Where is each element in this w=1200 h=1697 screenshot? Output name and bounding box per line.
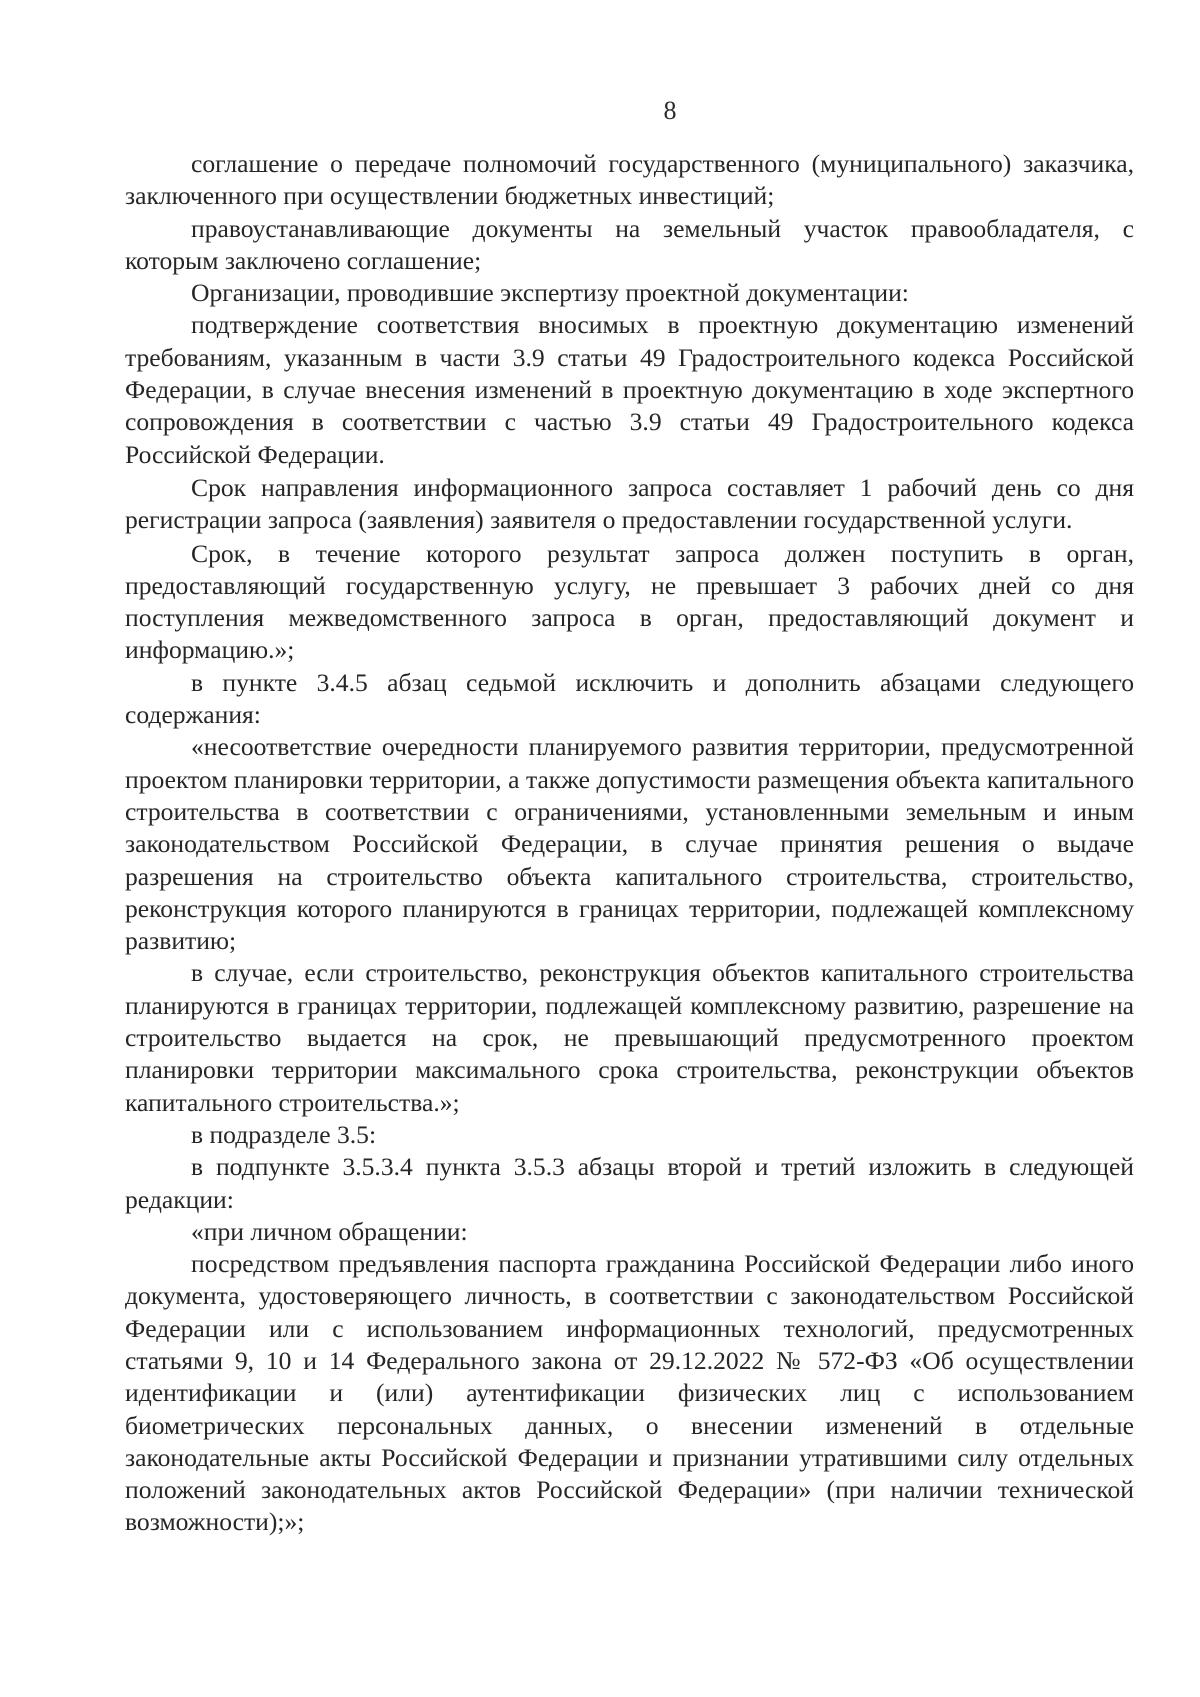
paragraph-conformity-confirmation: подтверждение соответствия вносимых в проектную документацию изменений требованиям, указанным в части 3.9 статьи 49 Градостроительного кодекса Российской Федерации, в случае внесения изменений в проектную документацию в ходе экспертного сопровождения в соответствии с частью 3.9 статьи 49 Градостроительного кодекса Российской Федерации. — [125, 310, 1134, 469]
paragraph-passport-identification: посредством предъявления паспорта гражданина Российской Федерации либо иного документа, удостоверяющего личность, в соответствии с законодательством Российской Федерации или с использованием информационных технологий, предусмотренных статьями 9, 10 и 14 Федерального закона от 29.12.2022 № 572-ФЗ «Об осуществлении идентификации и (или) аутентификации физических лиц с использованием биометрических персональных данных, о внесении изменений в отдельные законодательные акты Российской Федерации и признании утратившими силу отдельных положений законодательных актов Российской Федерации» (при наличии технической возможности);»; — [125, 1249, 1134, 1537]
paragraph-construction-permit-term: в случае, если строительство, реконструкция объектов капитального строительства планируются в границах территории, подлежащей комплексному развитию, разрешение на строительство выдается на срок, не превышающий предусмотренного проектом планировки территории максимального срока строительства, реконструкции объектов капитального строительства.»; — [125, 958, 1134, 1117]
paragraph-subclause-3-5-3-4: в подпункте 3.5.3.4 пункта 3.5.3 абзацы второй и третий изложить в следующей редакции: — [125, 1152, 1134, 1214]
document-body — [125, 148, 1134, 1539]
paragraph-land-documents: правоустанавливающие документы на земельный участок правообладателя, с которым заключено соглашение; — [125, 213, 1134, 275]
paragraph-expertise-organizations: Организации, проводившие экспертизу проектной документации: — [191, 278, 909, 308]
paragraph-result-term: Срок, в течение которого результат запроса должен поступить в орган, предоставляющий государственную услугу, не превышает 3 рабочих дней со дня поступления межведомственного запроса в орган, предоставляющий документ и информацию.»; — [125, 538, 1134, 665]
paragraph-agreement-transfer: соглашение о передаче полномочий государственного (муниципального) заказчика, заключенного при осуществлении бюджетных инвестиций; — [125, 149, 1134, 211]
paragraph-subsection-3-5: в подразделе 3.5: — [191, 1119, 377, 1149]
paragraph-nonconformity: «несоответствие очередности планируемого развития территории, предусмотренной проектом планировки территории, а также допустимости размещения объекта капитального строительства в соответствии с ограничениями, установленными земельным и иным законодательством Российской Федерации, в случае принятия решения о выдаче разрешения на строительство объекта капитального строительства, строительство, реконструкция которого планируются в границах территории, подлежащей комплексному развитию; — [125, 732, 1134, 956]
paragraph-request-term: Срок направления информационного запроса составляет 1 рабочий день со дня регистрации запроса (заявления) заявителя о предоставлении государственной услуги. — [125, 472, 1134, 535]
paragraph-clause-3-4-5: в пункте 3.4.5 абзац седьмой исключить и дополнить абзацами следующего содержания: — [125, 667, 1134, 730]
paragraph-personal-appeal: «при личном обращении: — [191, 1216, 468, 1246]
page-number: 8 — [663, 96, 677, 125]
